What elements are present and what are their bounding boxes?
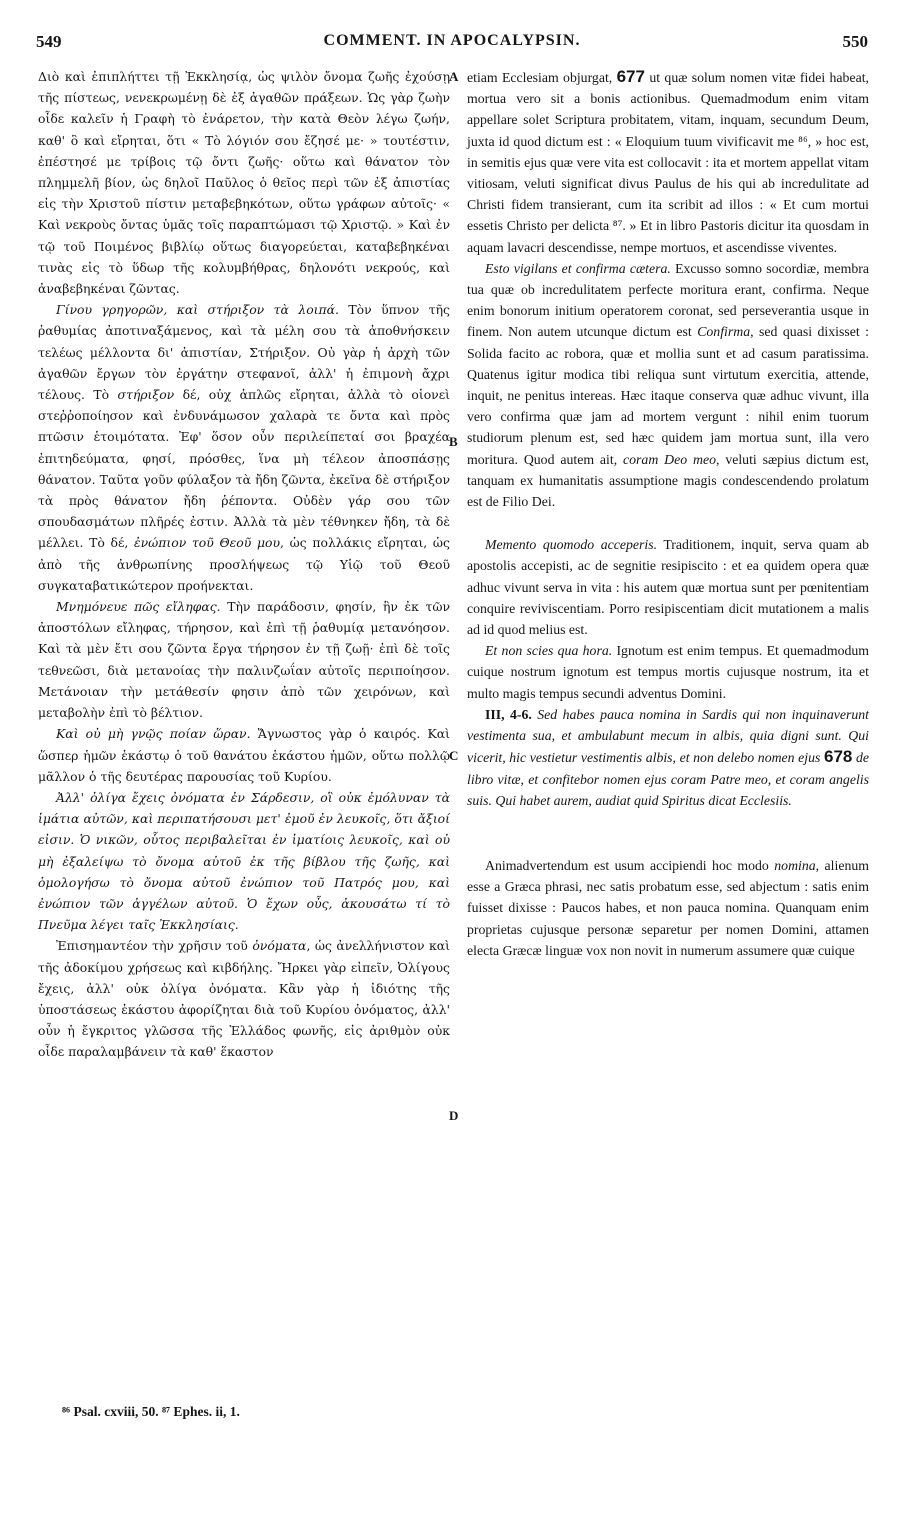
greek-paragraph-1	[38, 66, 450, 299]
latin-p3-text: Traditionem, inquit, serva quam ab apostolis accepisti, ac de segnitie resipiscito : et ea quidem opera quæ adhuc vivunt serva in vita : his autem quæ mortua sunt per pœnitentiam conquire reviviscentiam. Porro resipiscentiam dicit mutationem a malis ad id quod melius est.	[467, 537, 869, 638]
greek-p2-word-1: στήριξον	[117, 387, 175, 403]
latin-paragraph-3	[467, 534, 869, 640]
latin-paragraph-4	[467, 640, 869, 704]
latin-p2-lemma: Esto vigilans et confirma cætera.	[485, 260, 671, 276]
latin-p2-word-2: coram Deo meo	[623, 451, 716, 467]
greek-p4-text: Ἄγνωστος γὰρ ὁ καιρός. Καὶ ὥσπερ ἡμῶν ἑκάστῳ ὁ τοῦ θανάτου ἑκάστου ἡμῶν, οὕτω πολλῷ μᾶλλον ὁ τῆς δευτέρας παρουσίας τοῦ Κυρίου.	[38, 726, 450, 784]
latin-p1-text-a: etiam Ecclesiam objurgat,	[467, 70, 617, 85]
latin-p6-word: nomina	[774, 857, 816, 873]
greek-paragraph-6	[38, 935, 450, 1062]
greek-p5-verse: Ἀλλ' ὀλίγα ἔχεις ὀνόματα ἐν Σάρδεσιν, οἳ οὐκ ἐμόλυναν τὰ ἱμάτια αὐτῶν, καὶ περιπατήσουσι μετ' ἐμοῦ ἐν λευκοῖς, ὅτι ἄξιοί εἰσιν. Ὁ νικῶν, οὗτος περιβαλεῖται ἐν ἱματίοις λευκοῖς, καὶ οὐ μὴ ἐξαλείψω τὸ ὄνομα αὐτοῦ ἐκ τῆς βίβλου τῆς ζωῆς, καὶ ὁμολογήσω τὸ ὄνομα αὐτοῦ ἐνώπιον τοῦ Πατρός μου, καὶ ἐνώπιον τῶν ἀγγέλων αὐτοῦ. Ὁ ἔχων οὖς, ἀκουσάτω τί τὸ Πνεῦμα λέγει ταῖς Ἐκκλησίαις.	[38, 789, 450, 933]
margin-letter-c: C	[449, 748, 459, 763]
greek-p2-text-b: δέ, οὐχ ἁπλῶς εἴρηται, ἀλλὰ τὸ οἱονεὶ στεῤῥοποίησον καὶ ἐνδυνάμωσον χαλαρὰ τε ὄντα καὶ πρὸς πτῶσιν ἑτοιμότατα. Ἐφ' ὅσον οὖν περιλείπεταί σοι βραχέα ἐπιτηδεύματα, φησί, πρόσθες, ἵνα μὴ τέλεον ἀποσπάσῃς θάνατον. Ταῦτα γοῦν φύλαξον τὰ ἤδη ζῶντα, ἐκεῖνα δὲ στήριξον τὰ πρὸς θάνατον ἤδη ῥέποντα. Οὐδὲν γάρ σου τῶν σπουδασμάτων πλῆρές ἐστιν. Ἀλλὰ τὰ μὲν τέθνηκεν ἤδη, τὰ δὲ μέλλει. Τὸ δέ,	[38, 387, 450, 551]
footnotes: ⁸⁶ Psal. cxviii, 50. ⁸⁷ Ephes. ii, 1.	[62, 1404, 240, 1419]
latin-p2-word-1: Confirma	[697, 324, 751, 340]
margin-letter-a: A	[449, 69, 459, 84]
latin-p2-text-a: Excusso somno socordiæ, membra tua quæ ob incredulitatem perfecte moritura erant, confirma. Neque enim bonorum initium operatorem coronat, sed perseverantia usque in finem. Non autem utcunque dictum est	[467, 260, 869, 340]
running-header	[36, 32, 868, 56]
greek-p6-text-b: , ὡς ἀνελλήνιστον καὶ τῆς ἀδοκίμου χρήσεως καὶ κιβδήλης. Ἤρκει γὰρ εἰπεῖν, Ὀλίγους ἔχεις, ἀλλ' οὐκ ὀλίγα ὀνόματα. Κἂν γὰρ ἡ ἰδιότης τῆς ὑποστάσεως ἑκάστου ἀφορίζηται διὰ τοῦ Κυρίου ὀνόματος, ἀλλ' οὖν ἡ ἔγκριτος γλῶσσα τῆς Ἑλλάδος φωνῆς, εἰς ἀριθμὸν οὐκ οἶδε παραλαμβάνειν τὰ καθ' ἕκαστον	[38, 938, 450, 1060]
latin-p6-text-a: Animadvertendum est usum accipiendi hoc modo	[485, 857, 775, 873]
page-number-right: 550	[842, 32, 868, 51]
latin-column	[467, 66, 869, 961]
running-head-title: COMMENT. IN APOCALYPSIN.	[323, 32, 581, 49]
greek-paragraph-3	[38, 596, 450, 723]
greek-paragraph-4	[38, 723, 450, 787]
page-number-left: 549	[36, 32, 62, 51]
latin-p4-text: Ignotum est enim tempus. Et quemadmodum cuique nostrum ignotum est tempus mortis cujusque nostrum, ita et multo magis tempus secundi adventus Domini.	[467, 643, 870, 701]
greek-p6-word: ὀνόματα	[252, 938, 307, 954]
greek-column	[38, 66, 450, 1063]
latin-p6-text-b: , alienum esse a Græca phrasi, nec satis probatum esse, sed abjectum : satis enim fuisset dixisse : Paucos habes, et non pauca nomina. Quanquam enim proprietas cujusque personæ separetur per nomen Domini, attamen electa Græcæ linguæ vox non novit in numerum assumere quæ cuique	[467, 857, 869, 958]
greek-paragraph-5	[38, 787, 450, 935]
margin-letter-d: D	[449, 1108, 459, 1123]
latin-p4-lemma: Et non scies qua hora.	[485, 643, 613, 659]
greek-p3-text: Τὴν παράδοσιν, φησίν, ἣν ἐκ τῶν ἀποστόλων εἴληφας, τήρησον, καὶ ἐπὶ τῇ ῥαθυμίᾳ μετανόησον. Καὶ τὰ μὲν ἔτι σου ζῶντα ἔργα τήρησον ἐν τῇ ζωῇ· ἐπὶ δὲ τοῖς τεθνεῶσι, διὰ μετανοίας τὴν παλινζωΐαν αὐτοῖς περιποίησον. Μετάνοιαν τὴν μετάθεσίν φησιν ἀπὸ τῶν χειρόνων, καὶ μεταβολὴν ἐπὶ τὸ βέλτιον.	[38, 599, 450, 721]
latin-paragraph-2	[467, 258, 869, 512]
latin-p5-reference: III, 4-6.	[485, 706, 532, 722]
latin-p2-text-c: , veluti sæpius dictum est, tanquam ex humanitatis assumptione magis condescendendo prolatum est de Filio Dei.	[467, 451, 869, 510]
greek-p2-text-a: Τὸν ὕπνον τῆς ῥαθυμίας ἀποτιναξάμενος, καὶ τὰ μέλη σου τὰ ἀποθνήσκειν τελέως μέλλοντα δι' ἀπιστίαν, Στήριξον. Οὐ γὰρ ἡ ἀρχὴ τῶν ἀγαθῶν ἔργων τὸν ἐργάτην στεφανοῖ, ἀλλ' ἡ ἐπιμονὴ ἄχρι τέλους. Τὸ	[38, 302, 450, 403]
column-number-678: 678	[824, 747, 853, 767]
column-number-677: 677	[616, 67, 645, 86]
greek-p4-lemma: Καὶ οὐ μὴ γνῷς ποίαν ὥραν.	[56, 726, 251, 742]
greek-p2-text-c: , ὡς πολλάκις εἴρηται, ὡς ἀπὸ τῆς ἀνθρωπίνης προσλήψεως τῷ Υἱῷ τοῦ Θεοῦ συγκαταβατικώτερον προήνεκται.	[38, 535, 450, 593]
latin-p3-lemma: Memento quomodo acceperis.	[485, 537, 658, 553]
latin-paragraph-1	[467, 66, 869, 258]
latin-p1-text-b: ut quæ solum nomen vitæ fidei habeat, mortua vero sit a bonis actionibus. Quemadmodum enim vitam appellare solet Scriptura probitatem, vitam, inquam, secundum Deum, juxta id quod dictum est : « Eloquium tuum vivificavit me ⁸⁶, » hoc est, in semitis ejus quæ vere vita est collocavit : ita et mortem appellat vitam vitiosam, veluti significat divus Paulus de his qui ab incredulitate ad Christi fidem transierant, cum ita scribit ad illos : « Et cum mortui essetis Christo per delicta ⁸⁷. » Et in libro Pastoris dicitur ita quosdam in aquam lavacri descendisse, nempe mortuos, et ascendisse viventes.	[467, 70, 869, 255]
greek-p1-text: Διὸ καὶ ἐπιπλήττει τῇ Ἐκκλησίᾳ, ὡς ψιλὸν ὄνομα ζωῆς ἐχούσῃ τῆς πίστεως, νενεκρωμένῃ δὲ ἐξ ἀγαθῶν πράξεων. Ὡς γὰρ ζωὴν οἶδε καλεῖν ἡ Γραφὴ τὸ ἐνάρετον, τὴν κατὰ Θεὸν λέγω ζωήν, καθ' ὃ καὶ εἴρηται, ὅτι « Τὸ λόγιόν σου ἔζησέ με· » τουτέστιν, ἐπέστησέ με τρίβοις τῷ ὄντι ζωῆς· οὕτω καὶ θάνατον τὸν πλημμελῆ βίον, ὡς δηλοῖ Παῦλος ὁ θεῖος περὶ τῶν ἐξ ἀπιστίας εἰς τὴν Χριστοῦ πίστιν μεταβεβηκότων, οὕτω γράφων αὐτοῖς· « Καὶ νεκροὺς ὄντας ὑμᾶς τοῖς παραπτώμασι τῷ Χριστῷ. » Καὶ ἐν τῷ τοῦ Ποιμένος βιβλίῳ οὕτως διαγορεύεται, καταβεβηκέναι τινὰς εἰς τὸ ὕδωρ τῆς κολυμβήθρας, δηλονότι νεκρούς, καὶ ἀναβεβηκέναι ζῶντας.	[38, 69, 450, 297]
latin-p5-text-a: Sed habes pauca nomina in Sardis qui non inquinaverunt vestimenta sua, et ambulabunt mecum in albis, quia digni sunt. Qui vicerit, hic vestietur vestimentis albis, et non delebo nomen ejus	[467, 706, 869, 766]
latin-paragraph-5	[467, 704, 869, 811]
greek-p6-text-a: Ἐπισημαντέον τὴν χρῆσιν τοῦ	[56, 938, 253, 954]
margin-letter-b: B	[449, 434, 458, 449]
latin-paragraph-6	[467, 855, 869, 961]
latin-p2-text-b: , sed quasi dixisset : Solida facito ac robora, quæ et mollia sunt et ad casum paratissima. Quatenus igitur modica tibi reliqua sunt virtutum exercitia, attende, inquit, ne penitus intereas. Hæc itaque conserva quæ adhuc vivunt, illa vero confirma quæ jam ad mortem vergunt : nihil enim tuorum studiorum plenum est, sed hæc quidem jam mortua sunt, illa vero moritura. Quod autem ait,	[467, 324, 869, 467]
greek-p2-word-2: ἐνώπιον τοῦ Θεοῦ μου	[133, 535, 280, 551]
greek-p2-lemma: Γίνου γρηγορῶν, καὶ στήριξον τὰ λοιπά.	[56, 302, 339, 318]
greek-p3-lemma: Μνημόνευε πῶς εἴληφας.	[56, 599, 221, 615]
latin-p5-text-b: de libro vitæ, et confitebor nomen ejus coram Patre meo, et coram angelis suis. Qui habet aurem, audiat quid Spiritus dicat Ecclesiis.	[467, 750, 869, 808]
greek-paragraph-2	[38, 299, 450, 596]
